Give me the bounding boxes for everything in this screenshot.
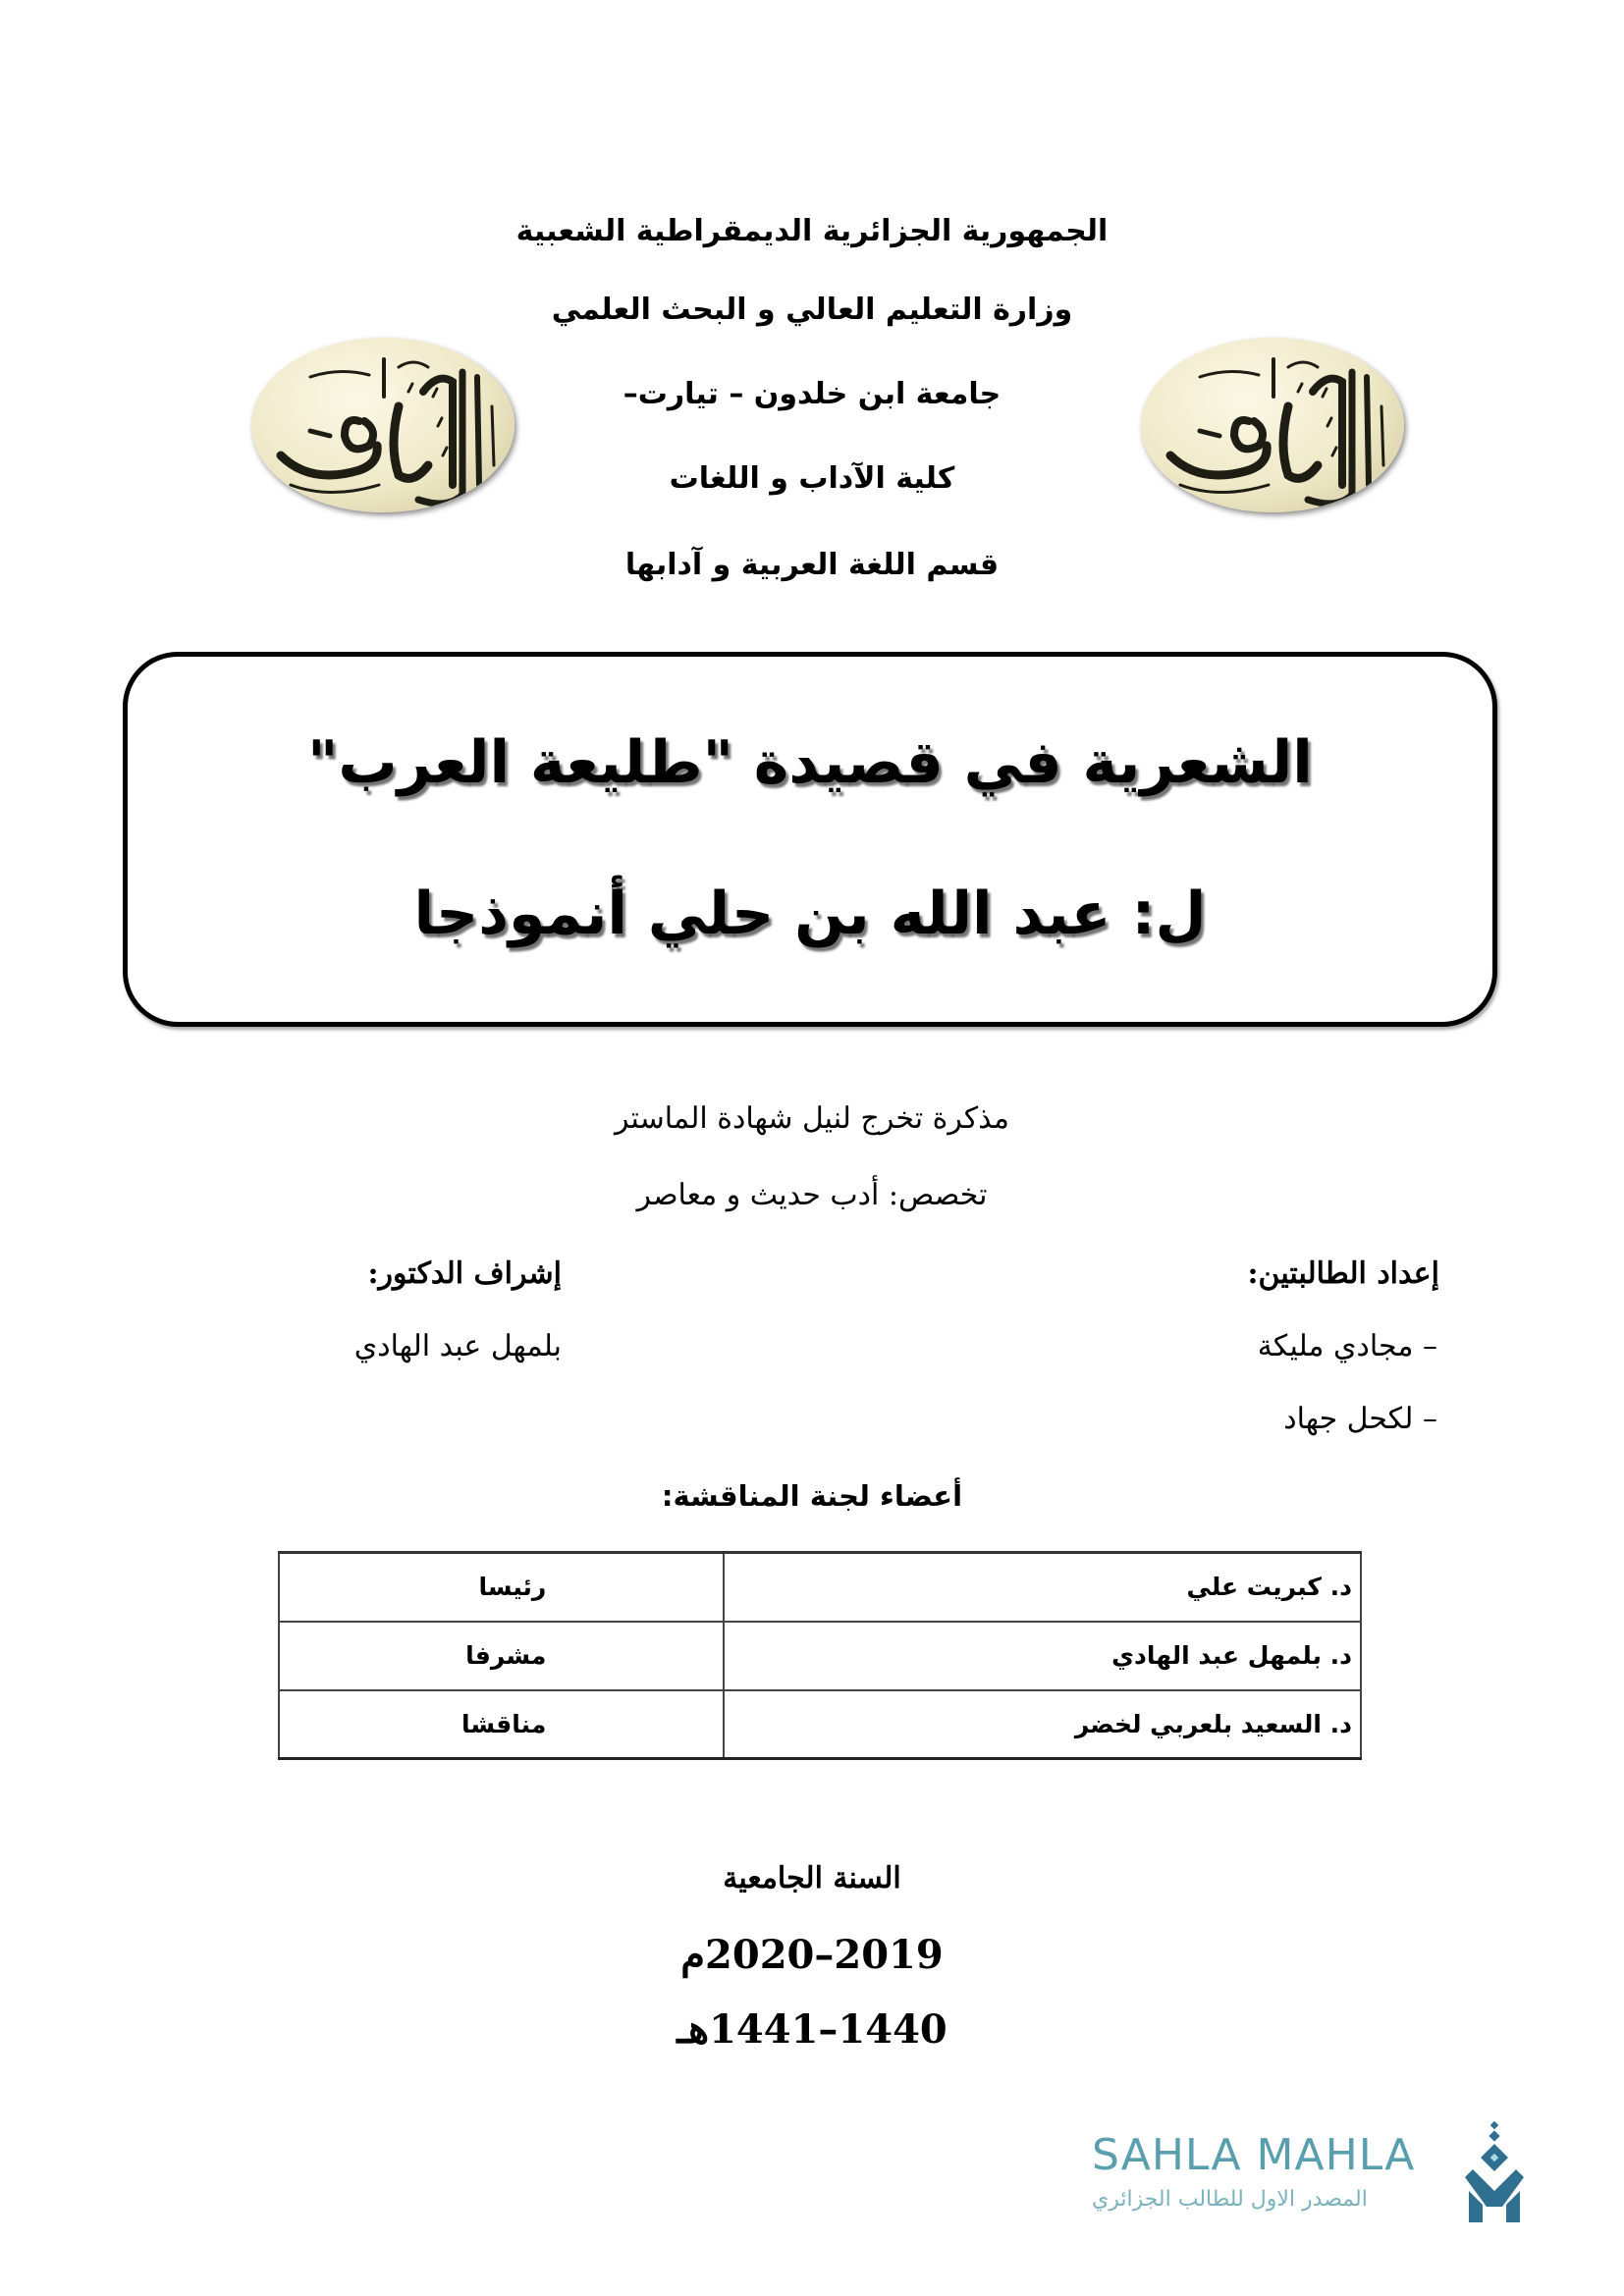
hijri-year: 1440–1441هـ	[677, 2006, 947, 2053]
brand-name: SAHLA MAHLA	[1092, 2130, 1416, 2180]
table-row	[279, 1622, 1361, 1690]
member-role: مشرفا	[279, 1622, 724, 1690]
sahla-mahla-logo-icon	[1463, 2120, 1526, 2228]
committee-label: أعضاء لجنة المناقشة:	[661, 1479, 963, 1513]
calligraphy-icon	[251, 338, 514, 512]
supervisor-name: بلمهل عبد الهادي	[353, 1329, 562, 1363]
sahla-mahla-branding	[1088, 2120, 1520, 2228]
calligraphy-icon	[1141, 338, 1404, 512]
supervisor-label: إشراف الدكتور:	[367, 1256, 562, 1291]
student-name: – مجادي مليكة	[1257, 1329, 1437, 1363]
table-row	[279, 1690, 1361, 1759]
header-department: قسم اللغة العربية و آدابها	[624, 548, 1000, 582]
thesis-title: الشعرية في قصيدة "طليعة العرب"	[307, 728, 1313, 797]
table-row	[279, 1553, 1361, 1622]
thesis-title-box	[123, 652, 1497, 1027]
student-name: – لكحل جهاد	[1283, 1402, 1437, 1436]
thesis-subtitle-author: ل: عبد الله بن حلي أنموذجا	[413, 880, 1207, 948]
specialty-line: تخصص: أدب حديث و معاصر	[636, 1178, 988, 1212]
member-role: رئيسا	[279, 1553, 724, 1622]
gregorian-year: 2019–2020م	[680, 1932, 944, 1978]
brand-tagline: المصدر الاول للطالب الجزائري	[1092, 2187, 1368, 2212]
header-republic: الجمهورية الجزائرية الديمقراطية الشعبية	[515, 214, 1109, 248]
header-ministry: وزارة التعليم العالي و البحث العلمي	[551, 293, 1073, 327]
member-name: د. السعيد بلعربي لخضر	[724, 1690, 1361, 1759]
university-emblem-icon	[1141, 338, 1404, 512]
committee-table	[278, 1551, 1362, 1760]
university-emblem-icon	[251, 338, 514, 512]
memo-line: مذكرة تخرج لنيل شهادة الماستر	[615, 1101, 1009, 1136]
header-university: جامعة ابن خلدون – تيارت–	[623, 377, 1001, 411]
header-faculty: كلية الآداب و اللغات	[669, 461, 955, 496]
academic-year-label: السنة الجامعية	[723, 1861, 901, 1896]
member-role: مناقشا	[279, 1690, 724, 1759]
member-name: د. كبريت علي	[724, 1553, 1361, 1622]
students-label: إعداد الطالبتين:	[1247, 1256, 1439, 1291]
member-name: د. بلمهل عبد الهادي	[724, 1622, 1361, 1690]
